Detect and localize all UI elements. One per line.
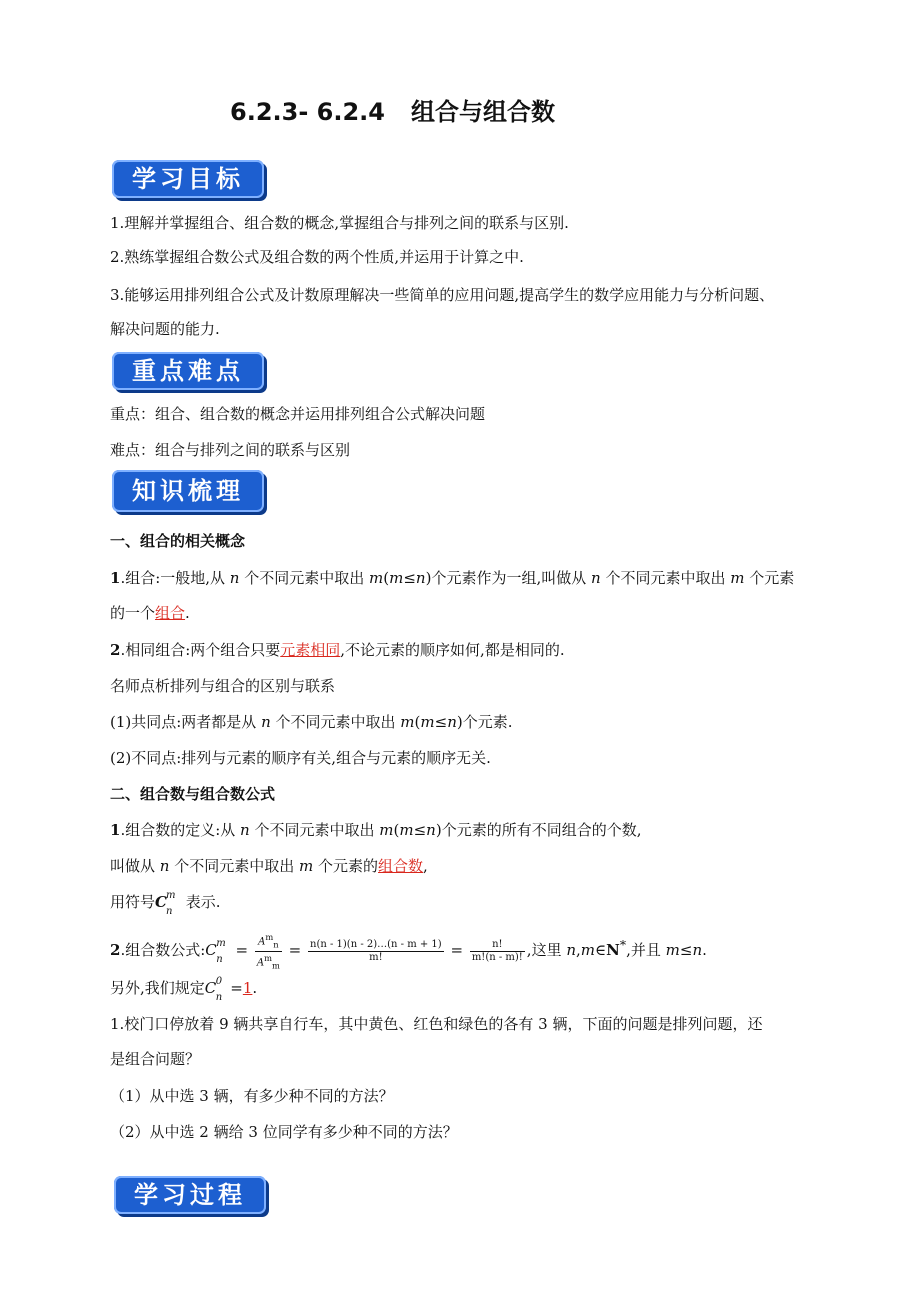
sec1-para1: 1.组合:一般地,从 n 个不同元素中取出 m(m≤n)个元素作为一组,叫做从 n 个不同元素中取出 m 个元素 — [110, 569, 795, 587]
question-1-part-a: （1）从中选 3 辆，有多少种不同的方法？ — [110, 1087, 394, 1105]
badge-learning-goals: 学习目标 — [112, 160, 264, 198]
sec1-para1-cont: 的一个组合. — [110, 604, 190, 622]
goal-2: 2.熟练掌握组合数公式及组合数的两个性质,并运用于计算之中. — [110, 248, 524, 266]
goal-3-cont: 解决问题的能力. — [110, 320, 220, 338]
term-combination: 组合 — [155, 604, 186, 622]
note-common: (1)共同点:两者都是从 n 个不同元素中取出 m(m≤n)个元素. — [110, 713, 513, 731]
badge-key-points: 重点难点 — [112, 352, 264, 390]
sec1-para2: 2.相同组合:两个组合只要元素相同,不论元素的顺序如何,都是相同的. — [110, 641, 565, 659]
question-1: 1.校门口停放着 9 辆共享自行车，其中黄色、红色和绿色的各有 3 辆，下面的问题是排列问题，还 — [110, 1015, 763, 1033]
key-focus: 重点：组合、组合数的概念并运用排列组合公式解决问题 — [110, 405, 486, 423]
formula-fraction-2: $\frac{n(n - 1)(n - 2)\dots(n - m + 1)}{m!}$ — [310, 938, 442, 963]
teacher-note: 名师点析排列与组合的区别与联系 — [110, 677, 336, 695]
section-2-heading: 二、组合数与组合数公式 — [110, 785, 276, 803]
question-1-cont: 是组合问题？ — [110, 1050, 201, 1068]
term-same-elements: 元素相同 — [280, 641, 341, 659]
goal-1: 1.理解并掌握组合、组合数的概念,掌握组合与排列之间的联系与区别. — [110, 214, 569, 232]
term-combination-number: 组合数 — [378, 857, 424, 875]
formula-fraction-3: $\frac{n!}{m!(n - m)!}$ — [471, 938, 523, 963]
section-1-heading: 一、组合的相关概念 — [110, 532, 246, 550]
sec2-symbol-line: 用符号C m n 表示. — [110, 890, 221, 917]
sec2-convention: 另外,我们规定C 0 n =1. — [110, 976, 258, 1003]
sec2-para1: 1.组合数的定义:从 n 个不同元素中取出 m(m≤n)个元素的所有不同组合的个数, — [110, 821, 642, 839]
term-one: 1 — [242, 979, 253, 997]
note-difference: (2)不同点:排列与元素的顺序有关,组合与元素的顺序无关. — [110, 749, 491, 767]
title-text: 组合与组合数 — [410, 98, 555, 126]
page-title — [230, 92, 555, 127]
combination-formula: 2.组合数公式:C m n = $\frac{A^m_n}{A^m_m}$ = $\frac{n(n - 1)(n - 2)\dots(n - m + 1)}{m!}$ = $\frac{n!}{m!(n - m)!}$ ,这里 n,m∈N*,并且 m≤n. — [110, 932, 707, 970]
question-1-part-b: （2）从中选 2 辆给 3 位同学有多少种不同的方法？ — [110, 1123, 458, 1141]
badge-learning-process: 学习过程 — [114, 1176, 266, 1214]
goal-3: 3.能够运用排列组合公式及计数原理解决一些简单的应用问题,提高学生的数学应用能力与分析问题、 — [110, 286, 775, 304]
sec2-para1-cont: 叫做从 n 个不同元素中取出 m 个元素的组合数, — [110, 857, 428, 875]
title-number: 6.2.3- 6.2.4 — [230, 98, 385, 126]
badge-knowledge: 知识梳理 — [112, 470, 264, 512]
formula-fraction-1: $\frac{A^m_n}{A^m_m}$ — [256, 932, 280, 970]
key-difficulty: 难点：组合与排列之间的联系与区别 — [110, 441, 351, 459]
combination-symbol: C m n — [155, 890, 176, 917]
